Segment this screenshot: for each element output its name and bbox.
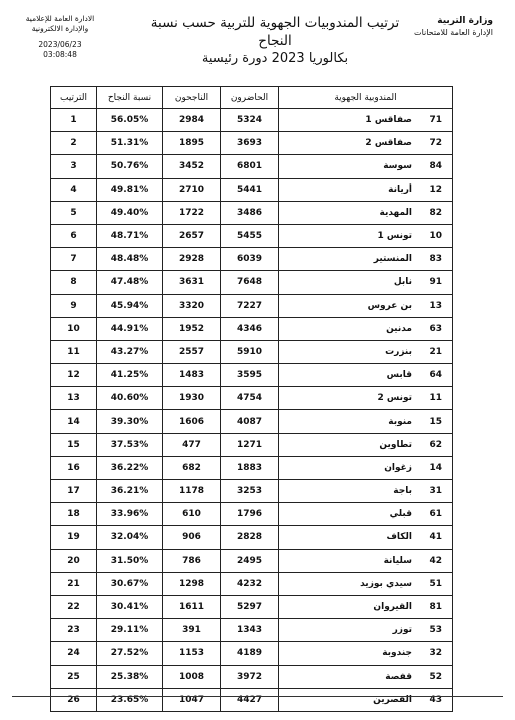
cell-rate: 31.50% [97,549,163,572]
cell-present: 3972 [221,665,279,688]
table-row [51,109,453,132]
cell-successful: 477 [163,433,221,456]
cell-rank: 26 [51,688,97,711]
cell-rank: 20 [51,549,97,572]
region-code: 71 [429,115,442,126]
cell-present: 2828 [221,526,279,549]
region-code: 41 [429,532,442,543]
cell-region [279,155,453,178]
table-row [51,224,453,247]
cell-region [279,480,453,503]
cell-region [279,688,453,711]
region-code: 15 [429,416,442,427]
cell-region [279,572,453,595]
cell-region [279,109,453,132]
cell-successful: 1178 [163,480,221,503]
cell-rank: 25 [51,665,97,688]
issuer-line-1: الادارة العامة للإعلامية [25,14,95,23]
cell-rate: 37.53% [97,433,163,456]
header-successful: الناجحون [163,87,221,109]
region-code: 10 [429,231,442,242]
cell-present: 6039 [221,248,279,271]
cell-region [279,387,453,410]
cell-rate: 30.41% [97,595,163,618]
region-name: توزر [392,625,412,636]
cell-successful: 682 [163,456,221,479]
region-name: أريانة [388,184,412,195]
region-code: 61 [429,509,442,520]
region-name: زغوان [384,462,412,473]
cell-present: 2495 [221,549,279,572]
cell-region [279,503,453,526]
cell-successful: 2710 [163,178,221,201]
region-code: 14 [429,462,442,473]
cell-present: 7227 [221,294,279,317]
cell-present: 1883 [221,456,279,479]
ministry-name: وزارة التربية [437,16,493,26]
region-name: صفاقس 1 [365,115,412,126]
department-name: الإدارة العامة للامتحانات [414,28,493,37]
region-name: بنزرت [385,346,412,357]
cell-rank: 14 [51,410,97,433]
ranking-table [50,86,453,712]
footer-divider [12,696,503,697]
cell-rank: 10 [51,317,97,340]
header-region: المندوبية الجهوية [279,87,453,109]
cell-successful: 1895 [163,132,221,155]
table-row [51,410,453,433]
table-row [51,619,453,642]
cell-rate: 36.22% [97,456,163,479]
cell-region [279,364,453,387]
region-code: 81 [429,602,442,613]
region-code: 21 [429,346,442,357]
table-row [51,572,453,595]
cell-present: 3595 [221,364,279,387]
cell-successful: 3452 [163,155,221,178]
region-name: قفصة [385,671,412,682]
cell-rank: 9 [51,294,97,317]
table-row [51,294,453,317]
cell-successful: 2928 [163,248,221,271]
cell-present: 3486 [221,201,279,224]
table-body [51,109,453,712]
table-row [51,248,453,271]
region-code: 63 [429,323,442,334]
region-code: 11 [429,393,442,404]
cell-rate: 30.67% [97,572,163,595]
cell-rate: 43.27% [97,340,163,363]
cell-region [279,619,453,642]
region-name: سيدي بوزيد [360,578,412,589]
table-row [51,387,453,410]
cell-region [279,549,453,572]
region-code: 43 [429,694,442,705]
cell-present: 1271 [221,433,279,456]
cell-successful: 786 [163,549,221,572]
region-name: القصرين [373,694,412,705]
region-name: قبلي [389,509,412,520]
region-code: 31 [429,486,442,497]
table-row [51,665,453,688]
cell-present: 4346 [221,317,279,340]
cell-rank: 13 [51,387,97,410]
cell-rank: 12 [51,364,97,387]
cell-rank: 5 [51,201,97,224]
region-name: تونس 2 [377,393,412,404]
issue-time: 03:08:48 [43,50,77,59]
region-code: 64 [429,370,442,381]
region-name: سوسة [383,161,412,172]
cell-successful: 391 [163,619,221,642]
cell-rate: 23.65% [97,688,163,711]
table-row [51,132,453,155]
cell-rate: 49.81% [97,178,163,201]
table-row [51,271,453,294]
cell-region [279,178,453,201]
cell-rate: 45.94% [97,294,163,317]
region-code: 12 [429,184,442,195]
cell-present: 5297 [221,595,279,618]
region-name: سليانة [383,555,412,566]
cell-rank: 21 [51,572,97,595]
cell-region [279,317,453,340]
cell-rate: 40.60% [97,387,163,410]
cell-rate: 49.40% [97,201,163,224]
cell-successful: 3320 [163,294,221,317]
cell-successful: 2557 [163,340,221,363]
cell-region [279,248,453,271]
region-code: 42 [429,555,442,566]
cell-successful: 2984 [163,109,221,132]
header-present: الحاضرون [221,87,279,109]
cell-rate: 39.30% [97,410,163,433]
region-name: جندوبة [382,648,412,659]
cell-region [279,294,453,317]
cell-successful: 1611 [163,595,221,618]
issuer-line-2: والإدارة الالكترونية [31,24,89,33]
cell-region [279,340,453,363]
cell-present: 3693 [221,132,279,155]
header-rate: نسبة النجاح [97,87,163,109]
cell-region [279,271,453,294]
cell-rank: 8 [51,271,97,294]
cell-region [279,201,453,224]
region-name: بن عروس [367,300,412,311]
cell-region [279,642,453,665]
region-code: 13 [429,300,442,311]
region-code: 72 [429,138,442,149]
region-name: نابل [393,277,412,288]
cell-present: 4189 [221,642,279,665]
document-heading [140,14,410,68]
cell-rate: 44.91% [97,317,163,340]
region-name: مدنين [386,323,412,334]
cell-rank: 18 [51,503,97,526]
cell-rank: 6 [51,224,97,247]
region-name: الكاف [386,532,412,543]
cell-successful: 3631 [163,271,221,294]
region-name: صفاقس 2 [365,138,412,149]
cell-rate: 27.52% [97,642,163,665]
table-row [51,178,453,201]
cell-rate: 48.71% [97,224,163,247]
table-row [51,317,453,340]
region-name: باجة [393,486,412,497]
region-name: تونس 1 [377,231,412,242]
table-row [51,456,453,479]
cell-region [279,456,453,479]
issue-date: 2023/06/23 [38,40,82,49]
region-name: المنستير [373,254,412,265]
cell-region [279,410,453,433]
cell-present: 5910 [221,340,279,363]
table-row [51,549,453,572]
cell-present: 5324 [221,109,279,132]
cell-region [279,433,453,456]
region-name: المهدية [379,207,412,218]
cell-rate: 48.48% [97,248,163,271]
cell-present: 5455 [221,224,279,247]
table-row [51,688,453,711]
cell-successful: 1298 [163,572,221,595]
cell-successful: 1930 [163,387,221,410]
region-code: 91 [429,277,442,288]
cell-rate: 33.96% [97,503,163,526]
cell-present: 1343 [221,619,279,642]
region-code: 53 [429,625,442,636]
cell-region [279,595,453,618]
table-row [51,364,453,387]
cell-successful: 1606 [163,410,221,433]
cell-region [279,224,453,247]
cell-rate: 36.21% [97,480,163,503]
table-row [51,155,453,178]
cell-region [279,132,453,155]
region-name: منوبة [388,416,412,427]
region-code: 62 [429,439,442,450]
cell-present: 4087 [221,410,279,433]
table-row [51,595,453,618]
table-row [51,433,453,456]
cell-successful: 1153 [163,642,221,665]
cell-rank: 4 [51,178,97,201]
table-row [51,201,453,224]
document-subtitle: بكالوريا 2023 دورة رئيسية [201,51,349,66]
cell-successful: 1722 [163,201,221,224]
cell-rank: 16 [51,456,97,479]
cell-rate: 56.05% [97,109,163,132]
cell-present: 4427 [221,688,279,711]
cell-rate: 32.04% [97,526,163,549]
cell-successful: 1047 [163,688,221,711]
cell-successful: 906 [163,526,221,549]
cell-present: 1796 [221,503,279,526]
cell-present: 6801 [221,155,279,178]
region-code: 82 [429,207,442,218]
region-code: 52 [429,671,442,682]
region-name: قابس [386,370,412,381]
cell-rank: 17 [51,480,97,503]
region-name: القيروان [373,602,412,613]
table-row [51,340,453,363]
cell-rank: 1 [51,109,97,132]
cell-successful: 610 [163,503,221,526]
cell-rate: 41.25% [97,364,163,387]
cell-rank: 23 [51,619,97,642]
table-header-row [51,87,453,109]
region-code: 51 [429,578,442,589]
cell-rate: 29.11% [97,619,163,642]
cell-present: 3253 [221,480,279,503]
cell-present: 4232 [221,572,279,595]
cell-successful: 2657 [163,224,221,247]
cell-present: 7648 [221,271,279,294]
cell-successful: 1483 [163,364,221,387]
region-code: 83 [429,254,442,265]
cell-rank: 22 [51,595,97,618]
cell-successful: 1008 [163,665,221,688]
cell-rank: 3 [51,155,97,178]
cell-region [279,526,453,549]
cell-region [279,665,453,688]
cell-rank: 19 [51,526,97,549]
cell-rank: 24 [51,642,97,665]
region-code: 32 [429,648,442,659]
cell-rate: 50.76% [97,155,163,178]
cell-rate: 47.48% [97,271,163,294]
cell-present: 5441 [221,178,279,201]
cell-rank: 11 [51,340,97,363]
table-row [51,526,453,549]
cell-rank: 15 [51,433,97,456]
cell-present: 4754 [221,387,279,410]
cell-successful: 1952 [163,317,221,340]
region-code: 84 [429,161,442,172]
cell-rank: 2 [51,132,97,155]
table-row [51,503,453,526]
issuer-block [10,14,110,60]
cell-rank: 7 [51,248,97,271]
cell-rate: 25.38% [97,665,163,688]
header-rank: الترتيب [51,87,97,109]
cell-rate: 51.31% [97,132,163,155]
table-row [51,480,453,503]
document-title: ترتيب المندوبيات الجهوية للتربية حسب نسبة النجاح [150,15,400,49]
region-name: تطاوين [379,439,412,450]
table-row [51,642,453,665]
